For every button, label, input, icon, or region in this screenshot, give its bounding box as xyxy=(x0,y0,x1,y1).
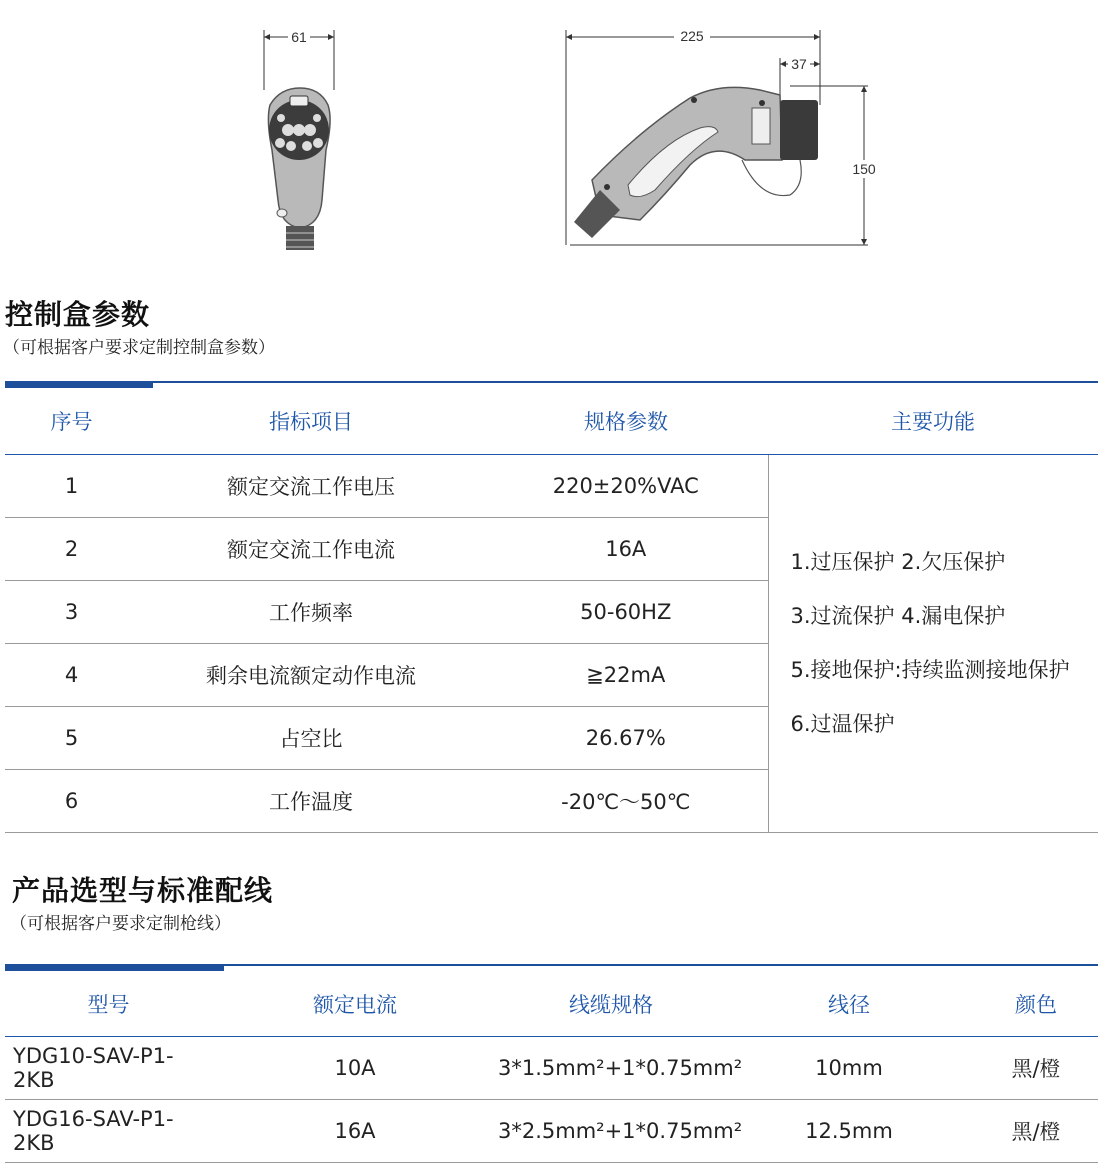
row-item: 工作温度 xyxy=(138,769,484,832)
selection-table xyxy=(5,972,1098,1163)
row-no: 5 xyxy=(5,706,138,769)
row-no: 3 xyxy=(5,580,138,643)
table-row xyxy=(5,454,1098,517)
table-row xyxy=(5,1036,1098,1099)
row-item: 占空比 xyxy=(138,706,484,769)
row-no: 2 xyxy=(5,517,138,580)
divider-line xyxy=(5,381,1098,383)
front-width-label: 61 xyxy=(291,29,307,45)
row-current: 10A xyxy=(212,1036,498,1099)
side-height-label: 150 xyxy=(852,161,876,177)
row-diameter: 10mm xyxy=(724,1036,974,1099)
connector-front-view xyxy=(264,29,334,250)
control-box-title: 控制盒参数 xyxy=(5,298,151,331)
row-no: 4 xyxy=(5,643,138,706)
row-model: YDG10-SAV-P1-2KB xyxy=(5,1036,212,1099)
row-spec: 220±20%VAC xyxy=(484,454,768,517)
row-spec: 26.67% xyxy=(484,706,768,769)
product-dimension-drawings xyxy=(0,0,1110,262)
control-box-table xyxy=(5,389,1098,833)
main-functions-cell xyxy=(768,454,1098,832)
row-model: YDG16-SAV-P1-2KB xyxy=(5,1099,212,1162)
connector-side-view xyxy=(566,28,882,245)
function-line: 5.接地保护:持续监测接地保护 xyxy=(790,658,1070,682)
function-line: 6.过温保护 xyxy=(790,712,895,736)
side-length-label: 225 xyxy=(680,28,704,44)
selection-title: 产品选型与标准配线 xyxy=(12,874,274,907)
selection-subtitle: （可根据客户要求定制枪线） xyxy=(10,914,231,934)
header-cable: 线缆规格 xyxy=(498,972,724,1036)
row-spec: 16A xyxy=(484,517,768,580)
divider-accent xyxy=(5,381,153,388)
header-model: 型号 xyxy=(5,972,212,1036)
row-no: 6 xyxy=(5,769,138,832)
side-depth-label: 37 xyxy=(791,56,807,72)
header-no: 序号 xyxy=(5,389,138,454)
header-function: 主要功能 xyxy=(768,389,1098,454)
row-item: 额定交流工作电流 xyxy=(138,517,484,580)
table-header-row xyxy=(5,389,1098,454)
header-current: 额定电流 xyxy=(212,972,498,1036)
row-current: 16A xyxy=(212,1099,498,1162)
table-row xyxy=(5,1099,1098,1162)
row-no: 1 xyxy=(5,454,138,517)
header-diameter: 线径 xyxy=(724,972,974,1036)
row-diameter: 12.5mm xyxy=(724,1099,974,1162)
function-line: 1.过压保护 2.欠压保护 xyxy=(790,550,1006,574)
row-spec: -20℃～50℃ xyxy=(484,769,768,832)
row-item: 工作频率 xyxy=(138,580,484,643)
row-color: 黑/橙 xyxy=(974,1099,1098,1162)
row-cable: 3*1.5mm²+1*0.75mm² xyxy=(498,1036,724,1099)
table-header-row xyxy=(5,972,1098,1036)
row-item: 额定交流工作电压 xyxy=(138,454,484,517)
row-item: 剩余电流额定动作电流 xyxy=(138,643,484,706)
row-spec: 50-60HZ xyxy=(484,580,768,643)
header-spec: 规格参数 xyxy=(484,389,768,454)
row-spec: ≧22mA xyxy=(484,643,768,706)
header-color: 颜色 xyxy=(974,972,1098,1036)
row-color: 黑/橙 xyxy=(974,1036,1098,1099)
function-line: 3.过流保护 4.漏电保护 xyxy=(790,604,1006,628)
control-box-subtitle: （可根据客户要求定制控制盒参数） xyxy=(3,338,275,358)
divider-accent xyxy=(5,964,224,971)
row-cable: 3*2.5mm²+1*0.75mm² xyxy=(498,1099,724,1162)
header-item: 指标项目 xyxy=(138,389,484,454)
